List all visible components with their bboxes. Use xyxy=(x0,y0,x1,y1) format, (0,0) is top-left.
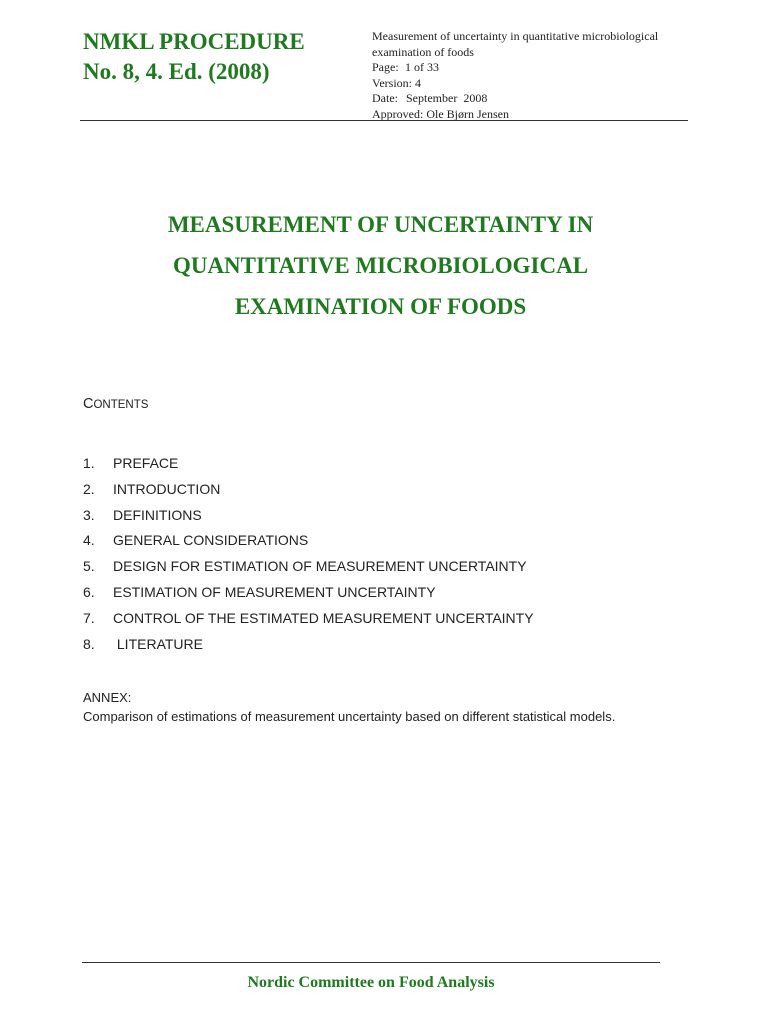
toc-item-label: CONTROL OF THE ESTIMATED MEASUREMENT UNCERTAINTY xyxy=(113,609,534,626)
procedure-edition: No. 8, 4. Ed. (2008) xyxy=(83,59,270,84)
procedure-title: NMKL PROCEDURE xyxy=(83,29,305,54)
header-divider xyxy=(80,120,688,121)
toc-item-label: DEFINITIONS xyxy=(113,506,202,523)
meta-approved-label: Approved: xyxy=(372,106,424,121)
meta-approved-value: Ole Bjørn Jensen xyxy=(426,106,509,121)
contents-heading-rest: ONTENTS xyxy=(93,399,149,411)
meta-page-row xyxy=(372,60,692,76)
table-of-contents xyxy=(83,451,534,657)
toc-item-number: 8. xyxy=(83,635,95,652)
toc-item[interactable] xyxy=(83,606,534,632)
toc-item[interactable] xyxy=(83,554,534,580)
footer-organization: Nordic Committee on Food Analysis xyxy=(247,974,495,991)
title-line-1: MEASUREMENT OF UNCERTAINTY IN xyxy=(167,212,594,237)
meta-page-value: 1 of 33 xyxy=(405,60,439,74)
toc-item-label: DESIGN FOR ESTIMATION OF MEASUREMENT UNCERTAINTY xyxy=(113,558,527,575)
meta-date-value: September 2008 xyxy=(406,91,488,105)
toc-item-label: GENERAL CONSIDERATIONS xyxy=(113,532,309,549)
document-title xyxy=(80,204,681,327)
meta-version-row xyxy=(372,76,692,92)
toc-item[interactable] xyxy=(83,503,534,529)
meta-version-value: 4 xyxy=(415,75,421,90)
toc-item-number: 1. xyxy=(83,455,95,471)
contents-heading xyxy=(83,396,148,412)
meta-version-label: Version: xyxy=(372,75,412,90)
meta-subject-line2: examination of foods xyxy=(372,44,474,59)
toc-item-label: PREFACE xyxy=(113,455,179,471)
toc-item[interactable] xyxy=(83,477,534,503)
toc-item-number: 7. xyxy=(83,609,95,626)
meta-date-label: Date: xyxy=(372,91,398,105)
title-line-3: EXAMINATION OF FOODS xyxy=(234,294,527,319)
contents-heading-initial: C xyxy=(83,396,94,412)
annex-section xyxy=(83,688,615,726)
toc-item[interactable] xyxy=(83,528,534,554)
toc-item-label: LITERATURE xyxy=(113,635,203,652)
toc-item[interactable] xyxy=(83,632,534,658)
annex-text: Comparison of estimations of measurement uncertainty based on different statistical models. xyxy=(83,709,616,724)
title-line-2: QUANTITATIVE MICROBIOLOGICAL xyxy=(172,253,589,278)
toc-item-number: 6. xyxy=(83,583,95,600)
toc-item-label: ESTIMATION OF MEASUREMENT UNCERTAINTY xyxy=(113,583,436,600)
procedure-header xyxy=(83,27,305,87)
document-meta xyxy=(372,29,692,122)
toc-item[interactable] xyxy=(83,451,534,477)
footer-divider xyxy=(82,962,660,963)
annex-label: ANNEX: xyxy=(83,690,132,705)
meta-date-row xyxy=(372,91,692,107)
toc-item-number: 3. xyxy=(83,506,95,523)
meta-page-label: Page: xyxy=(372,60,399,74)
toc-item-number: 4. xyxy=(83,532,95,549)
toc-item[interactable] xyxy=(83,580,534,606)
toc-item-label: INTRODUCTION xyxy=(113,480,221,497)
meta-subject-line1: Measurement of uncertainty in quantitative microbiological xyxy=(372,29,659,43)
toc-item-number: 5. xyxy=(83,558,95,575)
toc-item-number: 2. xyxy=(83,480,95,497)
